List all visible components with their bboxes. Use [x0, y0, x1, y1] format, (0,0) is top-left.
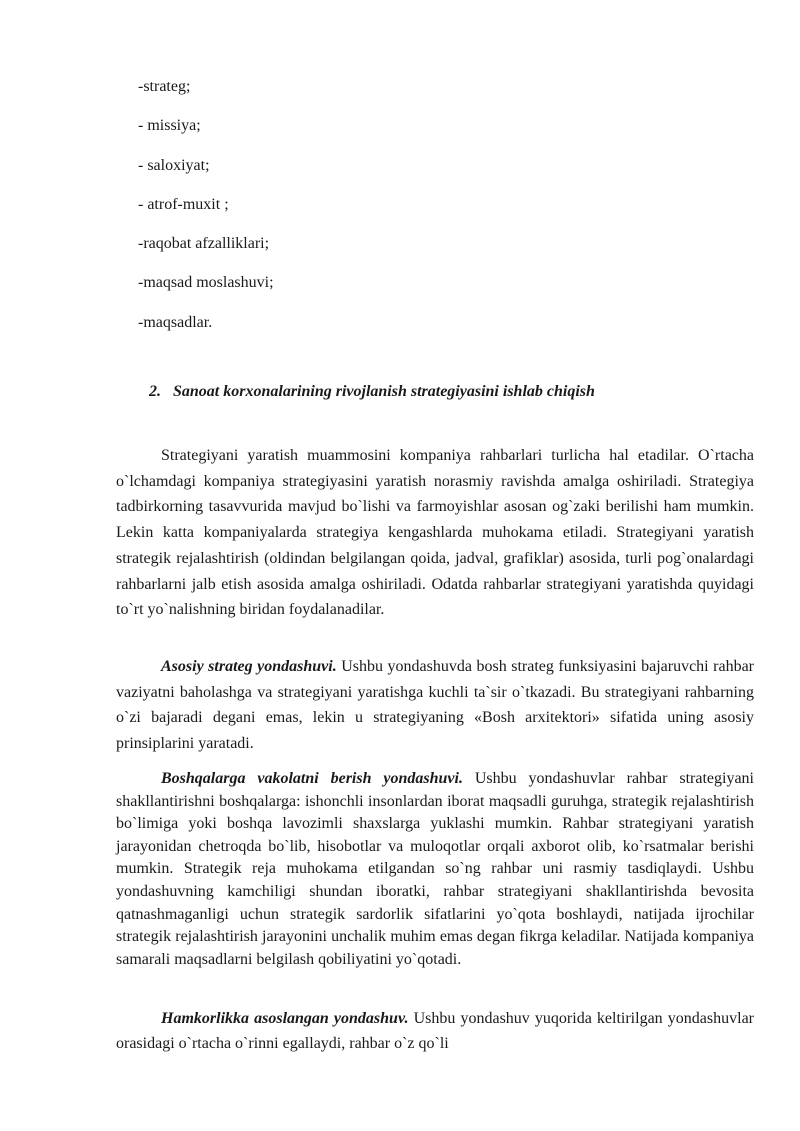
paragraph-text: Strategiyani yaratish muammosini kompaniya rahbarlari turlicha hal etadilar. O`rtacha o`lchamdagi kompaniya strategiyasini yaratish norasmiy ravishda amalga oshiriladi. Strategiya tadbirkorning tasavvurida mavjud bo`lishi va farmoyishlar asosan og`zaki berilishi ham mumkin. Lekin katta kompaniyalarda strategiya kengashlarda muhokama etiladi. Strategiyani yaratish strategik rejalashtirish (oldindan belgilangan qoida, jadval, grafiklar) asosida, turli pog`onalardagi rahbarlarni jalb etish asosida amalga oshiriladi. Odatda rahbarlar strategiyani yaratishda quyidagi to`rt yo`nalishning biridan foydalanadilar.	[116, 447, 754, 619]
strategy-elements-list	[138, 76, 274, 351]
paragraph-lead: Asosiy strateg yondashuvi.	[161, 658, 337, 675]
list-item: - atrof-muxit ;	[138, 195, 229, 213]
paragraph-intro	[116, 443, 754, 623]
section-title: Sanoat korxonalarining rivojlanish strategiyasini ishlab chiqish	[173, 383, 595, 400]
paragraph-lead: Hamkorlikka asoslangan yondashuv.	[161, 1010, 409, 1027]
list-item: - missiya;	[138, 117, 201, 135]
section-number: 2.	[149, 383, 161, 400]
paragraph-main-strategist	[116, 654, 754, 757]
paragraph-delegation	[116, 768, 754, 971]
section-heading	[149, 383, 595, 401]
list-item: -maqsadlar.	[138, 313, 213, 331]
list-item: -maqsad moslashuvi;	[138, 274, 274, 292]
list-item: -raqobat afzalliklari;	[138, 235, 270, 253]
list-item: -strateg;	[138, 78, 191, 95]
paragraph-collaborative	[116, 1007, 754, 1056]
paragraph-text: Ushbu yondashuvda bosh strateg funksiyasini bajaruvchi rahbar vaziyatni baholashga va strategiyani yaratishga kuchli ta`sir o`tkazadi. Bu strategiyani rahbarning o`zi bajaradi degani emas, lekin u strategiyaning «Bosh arxitektori» sifatida uning asosiy prinsiplarini yaratadi.	[116, 658, 755, 753]
paragraph-text: Ushbu yondashuvlar rahbar strategiyani shakllantirishni boshqalarga: ishonchli insonlardan iborat maqsadli guruhga, strategik rejalashtirish bo`limiga yoki boshqa lavozimli shaxslarga yuklashi mumkin. Rahbar strategiyani yaratish jarayonidan chetroqda bo`lib, hisobotlar va muloqotlar orqali axborot olib, ko`rsatmalar berishi mumkin. Strategik reja muhokama etilgandan so`ng rahbar uni rasmiy tasdiqlaydi. Ushbu yondashuvning kamchiligi shundan iboratki, rahbar strategiyani shakllantirishda bevosita qatnashmaganligi uchun strategik sardorlik sifatlarini yo`qota boshlaydi, natijada ijrochilar strategik rejalashtirish jarayonini unchalik muhim emas degan fikrga keladilar. Natijada kompaniya samarali maqsadlarni belgilash qobiliyatini yo`qotadi.	[116, 770, 754, 968]
paragraph-text: Ushbu yondashuv yuqorida keltirilgan yondashuvlar orasidagi o`rtacha o`rinni egallaydi, rahbar o`z qo`li	[116, 1010, 754, 1052]
paragraph-lead: Boshqalarga vakolatni berish yondashuvi.	[161, 770, 463, 787]
list-item: - saloxiyat;	[138, 156, 210, 174]
